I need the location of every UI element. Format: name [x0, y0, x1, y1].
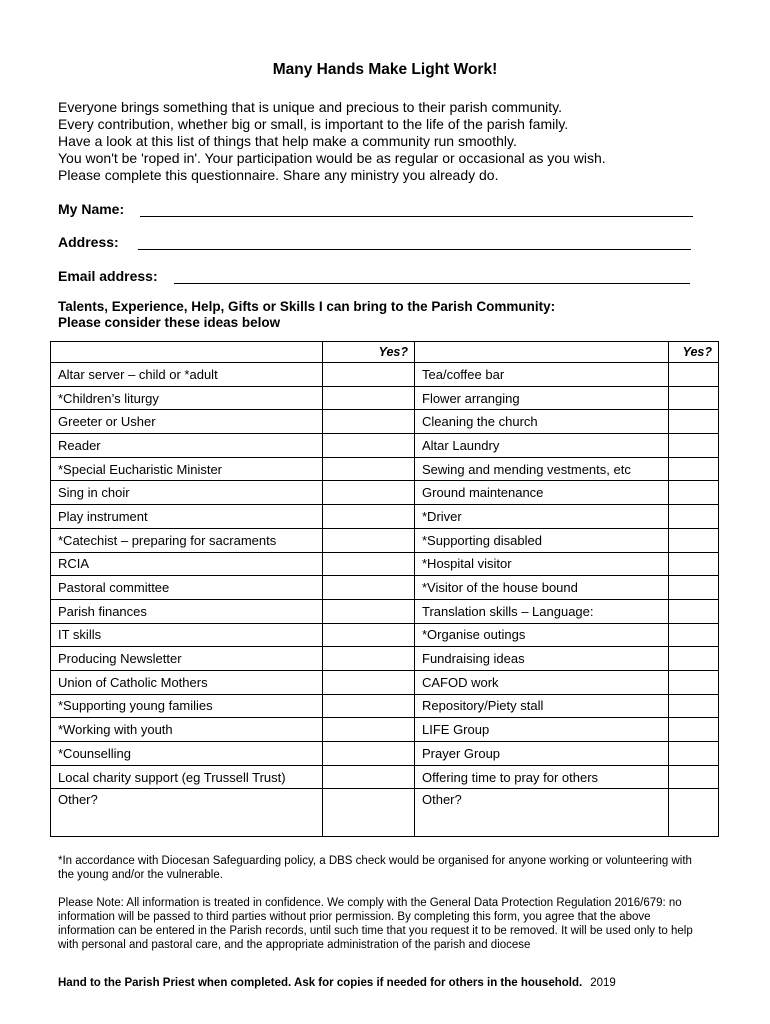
right-item-label: Other? — [415, 789, 669, 837]
right-item-label: Offering time to pray for others — [415, 765, 669, 789]
left-yes-cell[interactable] — [323, 718, 415, 742]
left-item-label: Local charity support (eg Trussell Trust) — [51, 765, 323, 789]
left-yes-cell[interactable] — [323, 434, 415, 458]
right-yes-cell[interactable] — [669, 505, 719, 529]
email-field[interactable] — [174, 283, 690, 284]
left-item-label: Altar server – child or *adult — [51, 363, 323, 387]
gdpr-note: Please Note: All information is treated in confidence. We comply with the General Data Protection Regulation 2016/679: no information will be passed to third parties without prior permission. By completing this form, you agree that the above information can be entered in the Parish records, until such time that you request it to be removed. It will be used only to help with personal and pastoral care, and the appropriate administration of the parish and diocese — [58, 897, 693, 951]
table-row — [51, 410, 719, 434]
footer — [58, 977, 616, 989]
right-item-label: Cleaning the church — [415, 410, 669, 434]
left-item-label: IT skills — [51, 623, 323, 647]
intro-line: Have a look at this list of things that help make a community run smoothly. — [58, 133, 517, 149]
left-yes-cell[interactable] — [323, 623, 415, 647]
right-item-label: *Supporting disabled — [415, 528, 669, 552]
right-item-label: *Visitor of the house bound — [415, 576, 669, 600]
footer-instruction: Hand to the Parish Priest when completed. Ask for copies if needed for others in the household. — [58, 977, 583, 989]
section-heading — [58, 299, 555, 331]
table-row — [51, 552, 719, 576]
right-item-label: Sewing and mending vestments, etc — [415, 457, 669, 481]
table-row — [51, 576, 719, 600]
right-item-label: Ground maintenance — [415, 481, 669, 505]
right-yes-cell[interactable] — [669, 647, 719, 671]
left-item-label: *Counselling — [51, 742, 323, 766]
header-blank-cell — [415, 342, 669, 363]
table-row — [51, 457, 719, 481]
table-row — [51, 718, 719, 742]
left-yes-cell[interactable] — [323, 789, 415, 837]
table-row — [51, 363, 719, 387]
section-subtitle: Please consider these ideas below — [58, 315, 281, 330]
right-yes-cell[interactable] — [669, 528, 719, 552]
left-yes-cell[interactable] — [323, 576, 415, 600]
right-item-label: Flower arranging — [415, 386, 669, 410]
left-item-label: Reader — [51, 434, 323, 458]
right-item-label: Fundraising ideas — [415, 647, 669, 671]
name-field[interactable] — [140, 216, 693, 217]
left-item-label: Union of Catholic Mothers — [51, 670, 323, 694]
right-yes-cell[interactable] — [669, 670, 719, 694]
left-yes-cell[interactable] — [323, 386, 415, 410]
right-yes-cell[interactable] — [669, 694, 719, 718]
left-yes-cell[interactable] — [323, 410, 415, 434]
name-field-row — [58, 201, 124, 217]
left-yes-cell[interactable] — [323, 647, 415, 671]
table-row — [51, 623, 719, 647]
left-yes-cell[interactable] — [323, 481, 415, 505]
right-yes-cell[interactable] — [669, 623, 719, 647]
footer-year: 2019 — [590, 977, 616, 989]
left-item-label: Other? — [51, 789, 323, 837]
right-yes-cell[interactable] — [669, 386, 719, 410]
table-row — [51, 742, 719, 766]
right-item-label: Tea/coffee bar — [415, 363, 669, 387]
right-yes-cell[interactable] — [669, 599, 719, 623]
left-yes-cell[interactable] — [323, 599, 415, 623]
left-yes-cell[interactable] — [323, 552, 415, 576]
intro-line: You won't be 'roped in'. Your participation would be as regular or occasional as you wish. — [58, 150, 606, 166]
name-label: My Name: — [58, 201, 125, 217]
right-item-label: *Driver — [415, 505, 669, 529]
right-yes-cell[interactable] — [669, 718, 719, 742]
section-title: Talents, Experience, Help, Gifts or Skills I can bring to the Parish Community: — [58, 299, 556, 314]
table-row — [51, 789, 719, 837]
left-item-label: Greeter or Usher — [51, 410, 323, 434]
right-item-label: *Hospital visitor — [415, 552, 669, 576]
right-item-label: LIFE Group — [415, 718, 669, 742]
safeguarding-note: *In accordance with Diocesan Safeguarding policy, a DBS check would be organised for anyone working or volunteering with the young and/or the vulnerable. — [58, 855, 692, 881]
table-row — [51, 765, 719, 789]
table-row — [51, 599, 719, 623]
right-yes-cell[interactable] — [669, 576, 719, 600]
left-yes-cell[interactable] — [323, 765, 415, 789]
left-item-label: Play instrument — [51, 505, 323, 529]
table-row — [51, 670, 719, 694]
table-row — [51, 386, 719, 410]
left-item-label: *Working with youth — [51, 718, 323, 742]
table-row — [51, 434, 719, 458]
left-item-label: *Supporting young families — [51, 694, 323, 718]
table-row — [51, 505, 719, 529]
left-item-label: Pastoral committee — [51, 576, 323, 600]
right-item-label: Repository/Piety stall — [415, 694, 669, 718]
page-title: Many Hands Make Light Work! — [272, 61, 498, 78]
left-yes-cell[interactable] — [323, 670, 415, 694]
right-item-label: CAFOD work — [415, 670, 669, 694]
email-label: Email address: — [58, 268, 158, 284]
right-item-label: Prayer Group — [415, 742, 669, 766]
left-item-label: Parish finances — [51, 599, 323, 623]
table-row — [51, 528, 719, 552]
left-yes-cell[interactable] — [323, 694, 415, 718]
header-blank-cell — [51, 342, 323, 363]
right-yes-cell[interactable] — [669, 457, 719, 481]
intro-line: Everyone brings something that is unique and precious to their parish community. — [58, 99, 563, 115]
left-item-label: *Catechist – preparing for sacraments — [51, 528, 323, 552]
right-yes-cell[interactable] — [669, 481, 719, 505]
right-yes-cell[interactable] — [669, 742, 719, 766]
ministry-table — [50, 341, 719, 837]
right-item-label: Altar Laundry — [415, 434, 669, 458]
email-field-row — [58, 268, 158, 284]
table-header-row — [51, 342, 719, 363]
right-yes-cell[interactable] — [669, 789, 719, 837]
left-yes-cell[interactable] — [323, 742, 415, 766]
right-yes-cell[interactable] — [669, 410, 719, 434]
intro-line: Please complete this questionnaire. Share any ministry you already do. — [58, 167, 499, 183]
yes-header-left: Yes? — [323, 342, 415, 363]
left-item-label: *Special Eucharistic Minister — [51, 457, 323, 481]
left-item-label: Producing Newsletter — [51, 647, 323, 671]
right-yes-cell[interactable] — [669, 552, 719, 576]
intro-text — [58, 99, 738, 184]
left-item-label: *Children’s liturgy — [51, 386, 323, 410]
address-field-row — [58, 234, 119, 250]
left-yes-cell[interactable] — [323, 505, 415, 529]
left-item-label: Sing in choir — [51, 481, 323, 505]
yes-header-right: Yes? — [669, 342, 719, 363]
left-item-label: RCIA — [51, 552, 323, 576]
right-item-label: Translation skills – Language: — [415, 599, 669, 623]
right-yes-cell[interactable] — [669, 363, 719, 387]
left-yes-cell[interactable] — [323, 528, 415, 552]
right-item-label: *Organise outings — [415, 623, 669, 647]
address-label: Address: — [58, 234, 119, 250]
table-row — [51, 647, 719, 671]
left-yes-cell[interactable] — [323, 363, 415, 387]
left-yes-cell[interactable] — [323, 457, 415, 481]
table-row — [51, 694, 719, 718]
right-yes-cell[interactable] — [669, 765, 719, 789]
table-row — [51, 481, 719, 505]
address-field[interactable] — [138, 249, 691, 250]
right-yes-cell[interactable] — [669, 434, 719, 458]
intro-line: Every contribution, whether big or small, is important to the life of the parish family. — [58, 116, 569, 132]
